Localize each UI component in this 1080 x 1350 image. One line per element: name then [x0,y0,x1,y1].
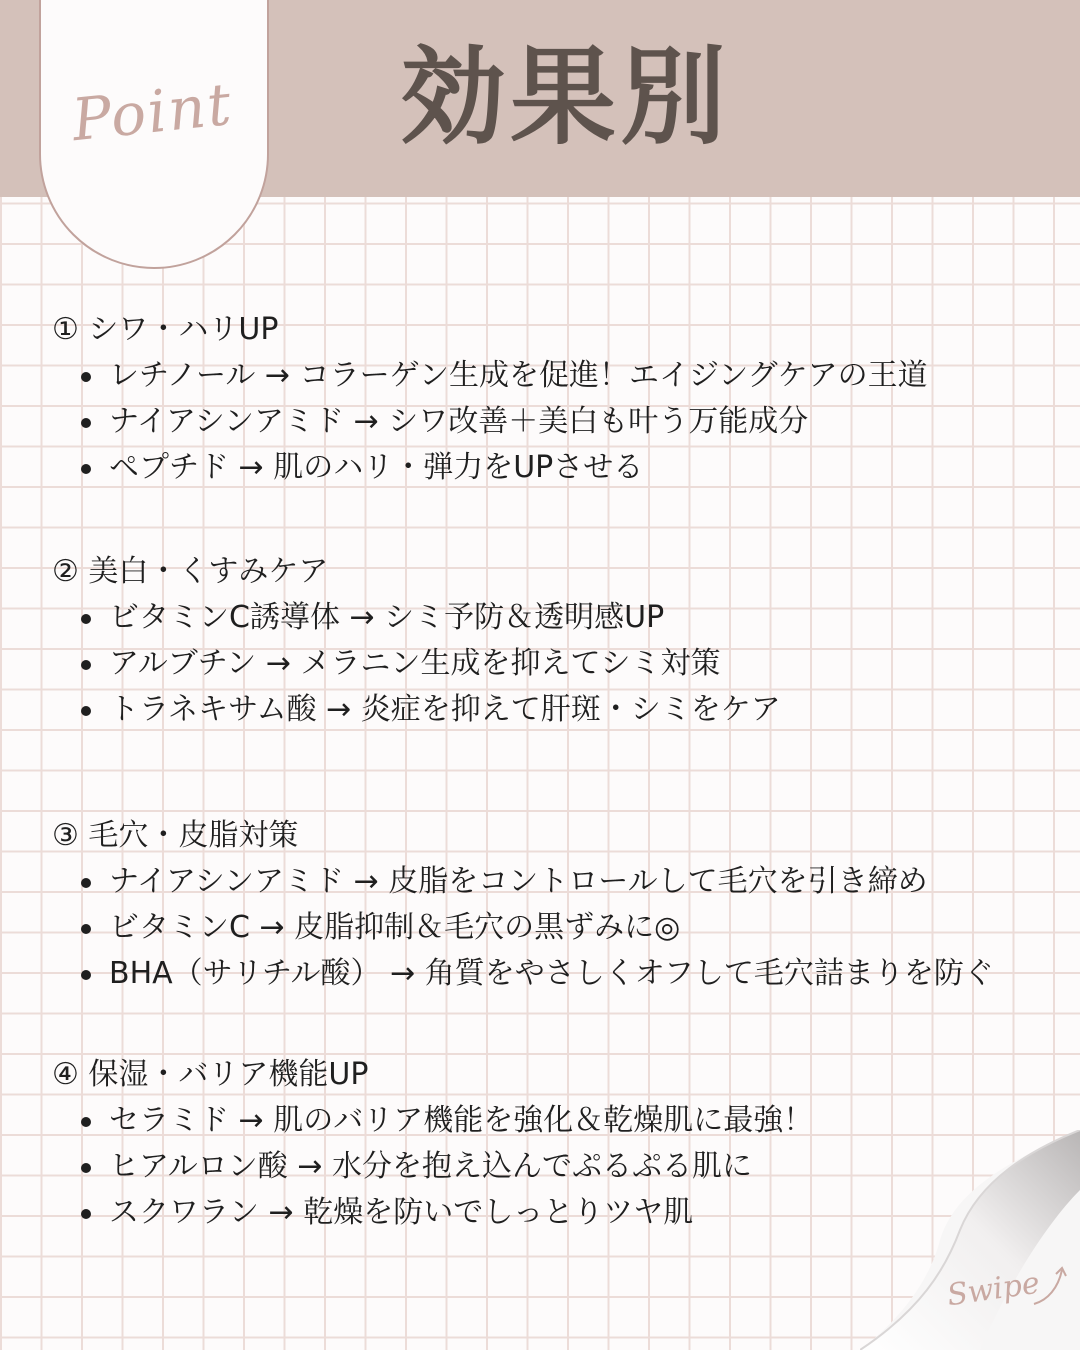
list-item: ペプチド → 肌のハリ・弾力をUPさせる [52,448,1072,494]
list-item: BHA（サリチル酸） → 角質をやさしくオフして毛穴詰まりを防ぐ [52,954,1072,1000]
ingredient-list [52,862,1072,1000]
list-item: ナイアシンアミド → 皮脂をコントロールして毛穴を引き締め [52,862,1072,908]
section-title: ① シワ・ハリUP [52,312,279,347]
list-item: ビタミンC → 皮脂抑制＆毛穴の黒ずみに◎ [52,908,1072,954]
section-title: ④ 保湿・バリア機能UP [52,1057,369,1092]
swipe-label: Swipe [945,1265,1042,1314]
list-item: ビタミンC誘導体 → シミ予防＆透明感UP [52,598,1072,644]
ingredient-list [52,356,1072,494]
ingredient-list [52,598,1072,736]
list-item: トラネキサム酸 → 炎症を抑えて肝斑・シミをケア [52,690,1072,736]
section-title: ③ 毛穴・皮脂対策 [52,818,299,853]
page-curl-icon[interactable] [860,1130,1080,1350]
list-item: スクワラン → 乾燥を防いでしっとりツヤ肌 [52,1193,1072,1239]
swipe-arrow-icon [1030,1262,1076,1308]
list-item: ナイアシンアミド → シワ改善＋美白も叶う万能成分 [52,402,1072,448]
list-item: ヒアルロン酸 → 水分を抱え込んでぷるぷる肌に [52,1147,1072,1193]
section-pores-sebum [52,816,1072,1000]
list-item: アルブチン → メラニン生成を抑えてシミ対策 [52,644,1072,690]
section-title: ② 美白・くすみケア [52,554,329,589]
list-item: レチノール → コラーゲン生成を促進！エイジングケアの王道 [52,356,1072,402]
point-script-label: Point [68,69,236,155]
section-wrinkle-firmness [52,310,1072,494]
list-item: セラミド → 肌のバリア機能を強化＆乾燥肌に最強！ [52,1101,1072,1147]
page-title: 効果別 [400,36,730,159]
section-whitening-dullness [52,552,1072,736]
